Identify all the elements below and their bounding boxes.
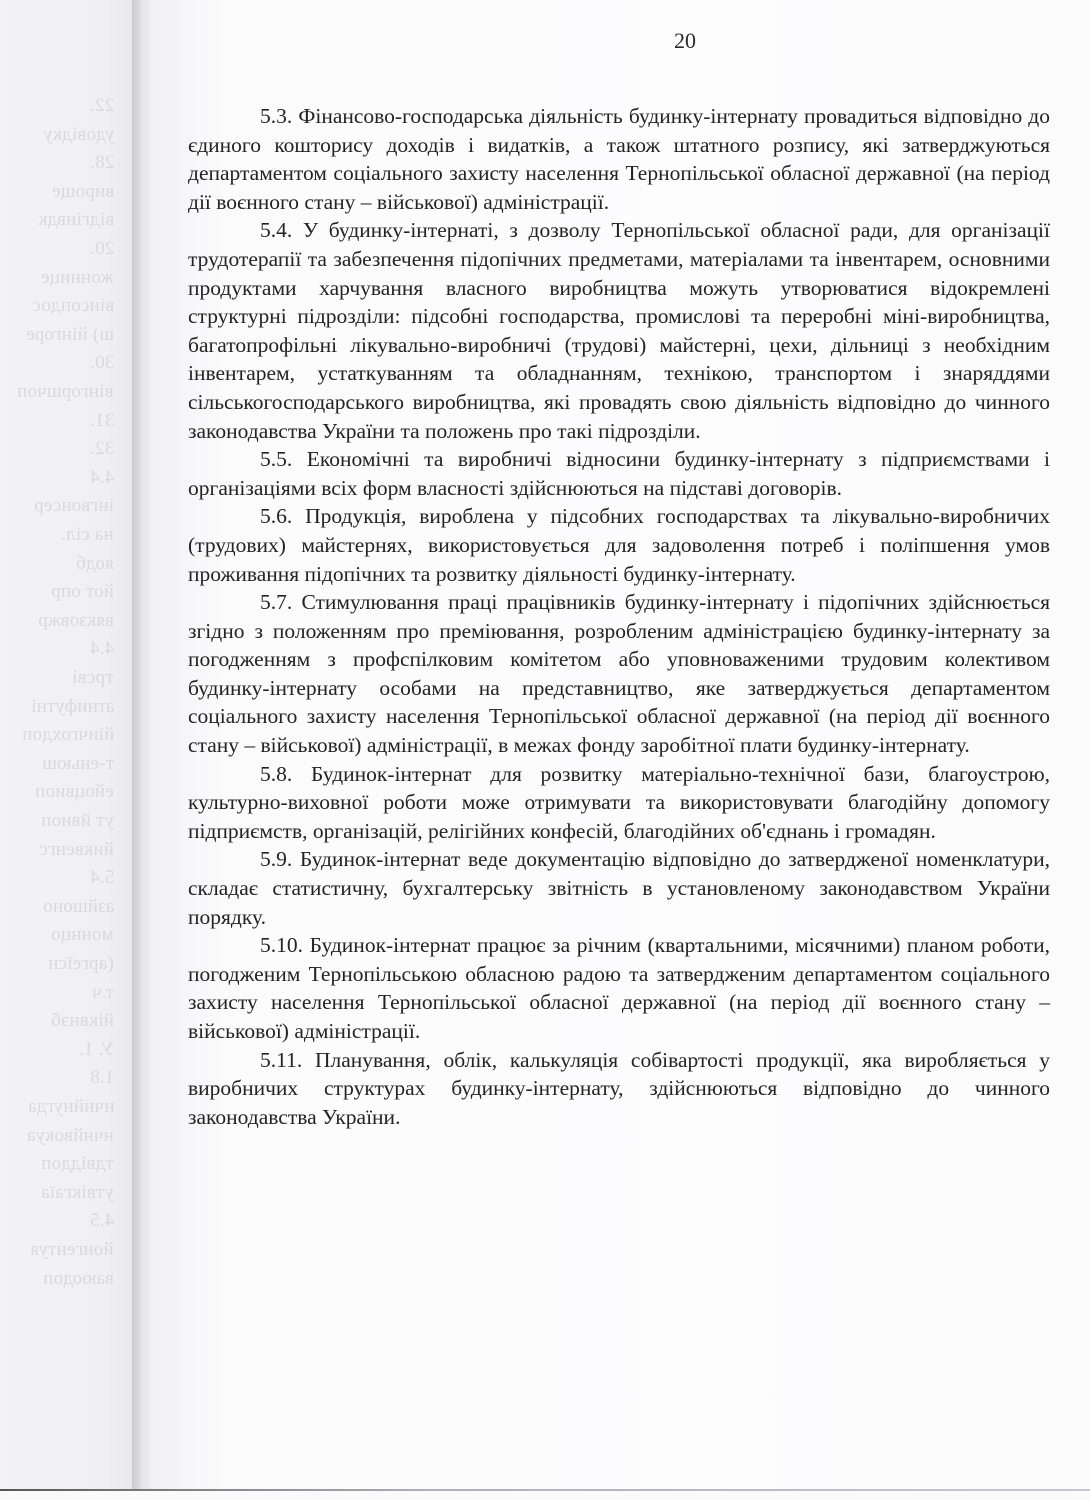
ghost-text-line: йот опр xyxy=(50,581,114,603)
ghost-text-line: інгвонсер xyxy=(33,495,114,517)
ghost-text-line: 20. xyxy=(89,238,114,259)
clause-5-11 xyxy=(188,1046,1050,1132)
ghost-text-line: йонгентуя xyxy=(30,1239,114,1260)
ghost-text-line: вякзовжр xyxy=(38,609,114,631)
clause-text: Планування, облік, калькуляція собівартості продукції, яка виробляється у виробничих структурах будинку-інтернату, здійснюються відповідно до чинного законодавства України. xyxy=(188,1047,1050,1129)
ghost-text-line: вироще xyxy=(51,180,114,202)
ghost-text-line: жоннице xyxy=(41,266,114,288)
clause-text: Будинок-інтернат для розвитку матеріально-технічної бази, благоустрою, культурно-виховної роботи може отримувати та використовувати благодійну допомогу підприємств, організацій, релігійних конфесій, благодійних об'єднань і громадян. xyxy=(188,761,1051,843)
ghost-text-line: ут йвиоп xyxy=(40,810,114,831)
clause-text: Економічні та виробничі відносини будинку-інтернату з підприємствами і організаціями всіх форм власності здійснюються на підставі договорів. xyxy=(188,447,1051,500)
ghost-text-line: моннцо xyxy=(51,924,114,946)
ghost-text-line: т-еньюш xyxy=(41,752,114,774)
clause-text: Будинок-інтернат веде документацію відповідно до затвердженої номенклатури, складає статистичну, бухгалтерську звітність в установленому законодавством України порядку. xyxy=(188,847,1050,929)
ghost-text-line: ваюодоп xyxy=(42,1267,114,1289)
clause-5-3 xyxy=(188,102,1050,216)
ghost-text-line: йіквнэб xyxy=(50,1010,114,1032)
ghost-text-line: трсві xyxy=(72,667,114,688)
clause-text: Продукція, вироблена у підсобних господарствах та лікувально-виробничих (трудових) майстернях, використовується для задоволення потреб і поліпшення умов проживання підопічних та розвитку діяльності будинку-інтернату. xyxy=(188,504,1051,586)
clause-5-9 xyxy=(188,845,1050,931)
ghost-text-line: на сіл. xyxy=(61,524,114,545)
ghost-text-line: йіичгохдоп xyxy=(21,724,114,746)
clause-5-5 xyxy=(188,445,1050,502)
ghost-text-line: 1.8 xyxy=(89,1067,114,1089)
clause-number: 5.3. xyxy=(260,104,293,128)
previous-page-edge xyxy=(0,0,132,1490)
clause-number: 5.5. xyxy=(260,447,293,472)
ghost-text-line: ейоцвиоп xyxy=(35,781,114,803)
clause-text: У будинку-інтернаті, з дозволу Тернопільської обласної ради, для організації трудотерапії та забезпечення підопічних предметами, матеріалами та інвентарем, основними продуктами харчування власного виробництва можуть утворюватися відокремлені структурні підрозділи: підсобні господарства, промислові та переробні міні-виробництва, багатопрофільні лікувально-виробничі (трудові) майстерні, цехи, дільниці з необхідним інвентарем, устаткуванням та обладнанням, технікою, транспортом і знаряддями сільськогосподарського виробництва, які провадять свою діяльність відповідно до чинного законодавства України та положень про такі підрозділи. xyxy=(188,218,1051,443)
ghost-text-line: удовідку xyxy=(42,123,114,145)
ghost-text-line: т.ч xyxy=(92,981,114,1003)
ghost-text-line: атнифутні xyxy=(30,695,114,717)
clause-number: 5.7. xyxy=(260,590,293,615)
ghost-text-line: 22. xyxy=(89,95,114,116)
ghost-text-line: 4.4 xyxy=(89,466,114,488)
clause-number: 5.8. xyxy=(260,761,293,786)
clause-number: 5.6. xyxy=(260,504,293,529)
clause-number: 5.10. xyxy=(260,933,303,958)
ghost-text-line: 4.5 xyxy=(89,1210,114,1232)
document-body xyxy=(188,102,1050,1131)
clause-5-8 xyxy=(188,760,1050,846)
ghost-text-line: тдвіддоп xyxy=(41,1153,114,1175)
clause-text: Фінансово-господарська діяльність будинку-інтернату провадиться відповідно до єдиного кошторису доходів і видатків, а також штатного розпису, які затверджуються департаментом соціального захисту населення Тернопільської обласної державної (на період дії воєнного стану – військової) адміністрації. xyxy=(188,104,1050,214)
ghost-text-line: (аргеїсн xyxy=(48,953,114,974)
ghost-text-line: йиквенгс xyxy=(39,838,114,860)
ghost-text-line: нчнйвокуа xyxy=(27,1124,114,1146)
ghost-text-line: 5.4 xyxy=(89,867,114,889)
ghost-text-line: У. 1. xyxy=(78,1038,114,1060)
ghost-text-line: утвікгаїа xyxy=(40,1181,114,1203)
clause-text: Стимулювання праці працівників будинку-інтернату і підопічних здійснюється згідно з положенням про преміювання, розробленим адміністрацією будинку-інтернату за погодженням з профспілковим комітетом або уповноваженими трудовим колективом будинку-інтернату особами на представництво, яке затверджується департаментом соціального захисту населення Тернопільської обласної державної (на період дії воєнного стану – військової) адміністрації, в межах фонду заробітної плати будинку-інтернату. xyxy=(188,590,1050,758)
clause-5-10 xyxy=(188,931,1050,1045)
clause-5-6 xyxy=(188,502,1050,588)
ghost-text-line: 4.4 xyxy=(89,638,114,660)
clause-number: 5.9. xyxy=(260,847,293,872)
ghost-text-line: вінгоршчоп xyxy=(17,381,114,402)
scan-bottom-margin xyxy=(0,1491,1090,1500)
clause-text: Будинок-інтернат працює за річним (квартальними, місячними) планом роботи, погодженим Тернопільською обласною радою та затвердженим департаментом соціального захисту населення Тернопільської обласної державної (на період дії воєнного стану – військової) адміністрації. xyxy=(188,933,1050,1043)
ghost-text-line: яодб xyxy=(76,552,114,574)
ghost-text-line: відгінвдк xyxy=(37,209,114,231)
ghost-text-line: 31. xyxy=(89,409,114,431)
ghost-text-line: 28. xyxy=(89,152,114,174)
page-number: 20 xyxy=(674,28,696,53)
ghost-text-line: 32. xyxy=(89,438,114,460)
clause-5-7 xyxy=(188,588,1050,760)
clause-5-4 xyxy=(188,216,1050,445)
ghost-text-line: 30. xyxy=(89,352,114,374)
ghost-text-line: вінсопдос xyxy=(31,295,114,317)
ghost-text-line: ш) йінгоре xyxy=(25,323,114,345)
clause-number: 5.11. xyxy=(260,1047,303,1072)
ghost-text-line: азйшоно xyxy=(42,895,114,917)
ghost-text-line: нчнйнугда xyxy=(27,1096,114,1117)
document-page xyxy=(150,0,1090,1490)
clause-number: 5.4. xyxy=(260,218,293,243)
